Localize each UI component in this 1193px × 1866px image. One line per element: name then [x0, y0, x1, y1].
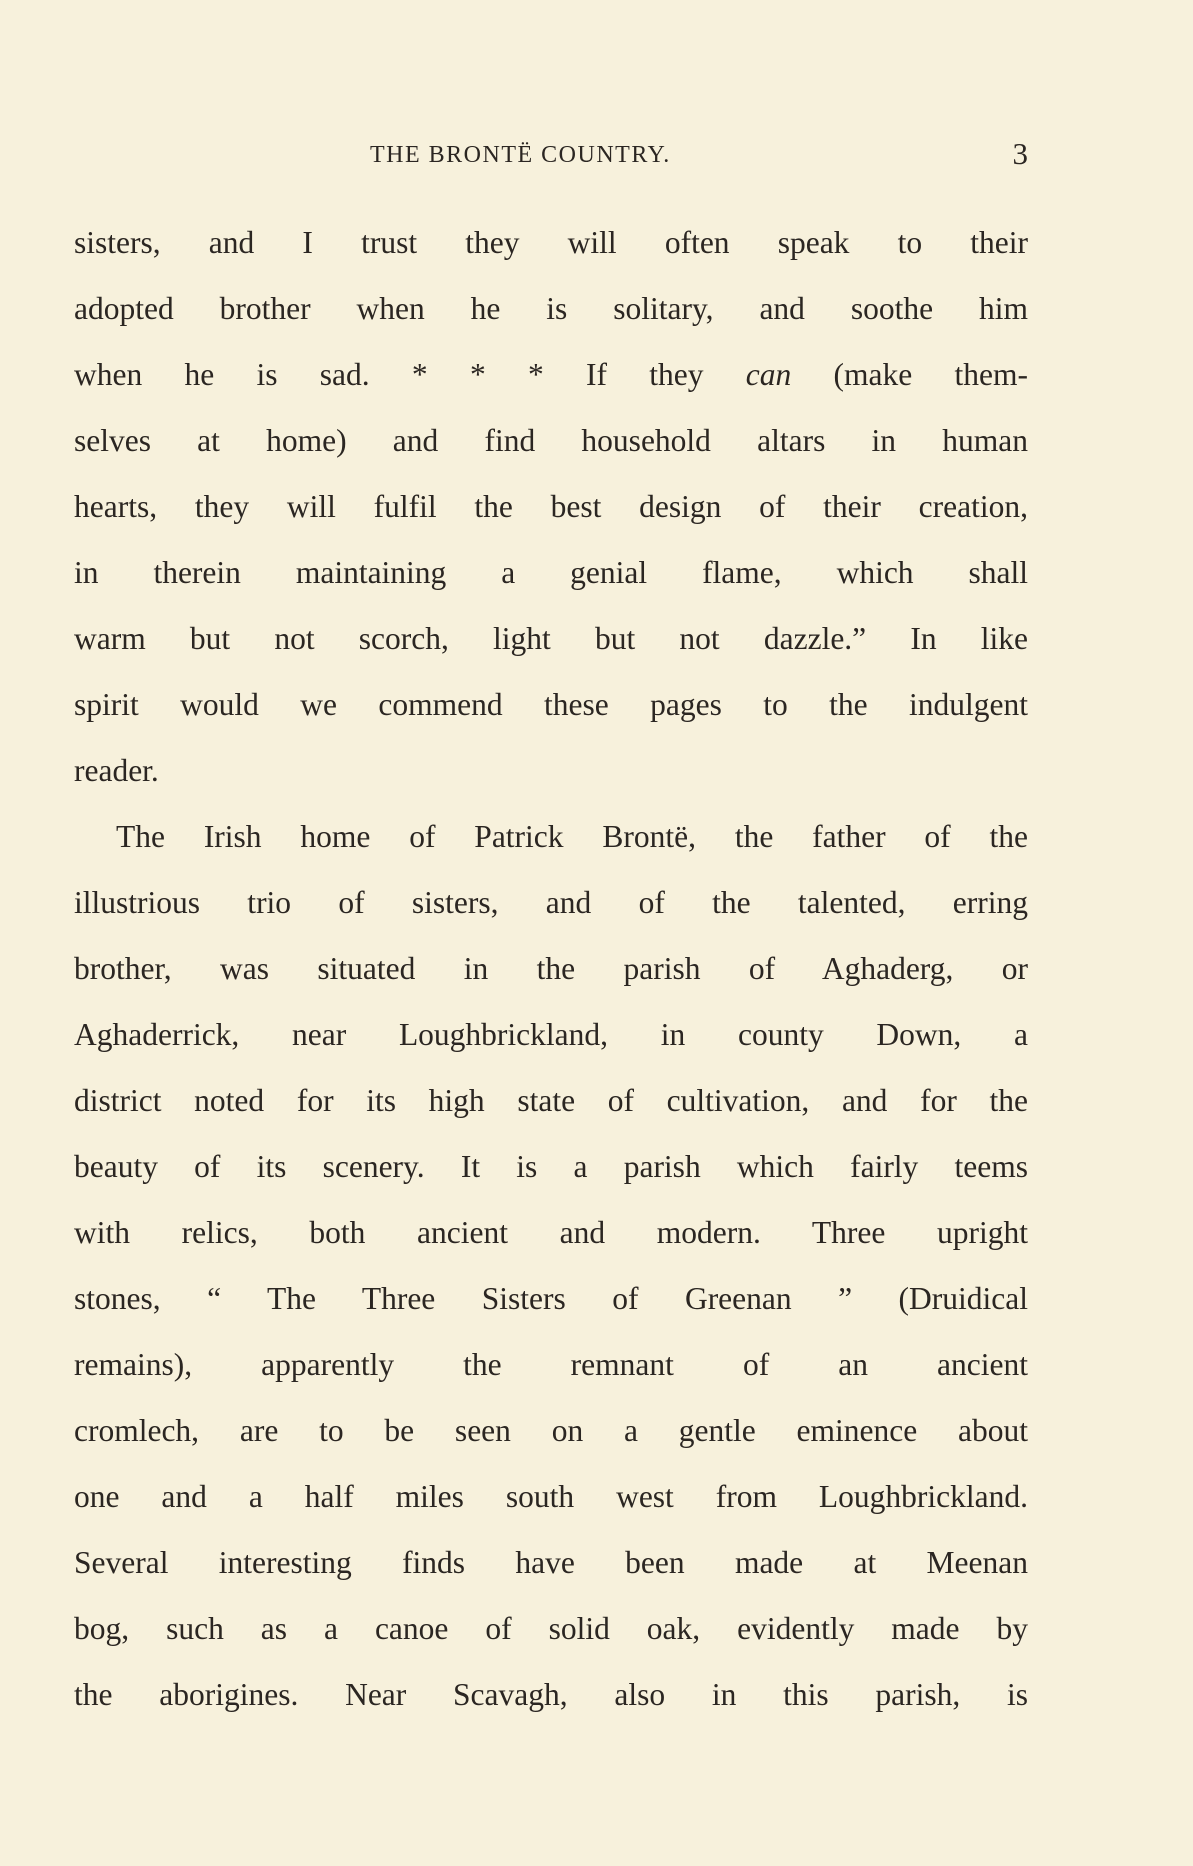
text-line: one and a half miles south west from Loughbrickland. — [74, 1479, 1028, 1514]
text-line: remains), apparently the remnant of an ancient — [74, 1347, 1028, 1382]
emphasized-word: can — [745, 357, 792, 392]
text-line: spirit would we commend these pages to the indulgent — [74, 687, 1028, 722]
paragraph-start-line: The Irish home of Patrick Brontë, the father of the — [116, 819, 1028, 854]
text-line: warm but not scorch, light but not dazzle.” In like — [74, 621, 1028, 656]
text-line: beauty of its scenery. It is a parish which fairly teems — [74, 1149, 1028, 1184]
running-title: THE BRONTË COUNTRY. — [370, 142, 671, 168]
text-line: sisters, and I trust they will often speak to their — [74, 225, 1028, 260]
text-line: with relics, both ancient and modern. Three upright — [74, 1215, 1028, 1250]
text-line: reader. — [74, 753, 159, 788]
text-line: brother, was situated in the parish of Aghaderg, or — [74, 951, 1028, 986]
text-line: adopted brother when he is solitary, and soothe him — [74, 291, 1028, 326]
text-line: Aghaderrick, near Loughbrickland, in county Down, a — [74, 1017, 1028, 1052]
text-line: district noted for its high state of cultivation, and for the — [74, 1083, 1028, 1118]
text-line: when he is sad. * * * If they can (make them- — [74, 357, 1028, 392]
text-line: illustrious trio of sisters, and of the talented, erring — [74, 885, 1028, 920]
text-line: cromlech, are to be seen on a gentle eminence about — [74, 1413, 1028, 1448]
body-text — [74, 210, 1028, 1728]
text-line: the aborigines. Near Scavagh, also in this parish, is — [74, 1677, 1028, 1712]
page-number: 3 — [1012, 136, 1028, 171]
text-line: bog, such as a canoe of solid oak, evidently made by — [74, 1611, 1028, 1646]
text-line: selves at home) and find household altars in human — [74, 423, 1028, 458]
text-line: in therein maintaining a genial flame, which shall — [74, 555, 1028, 590]
text-line: Several interesting finds have been made at Meenan — [74, 1545, 1028, 1580]
text-line: hearts, they will fulfil the best design of their creation, — [74, 489, 1028, 524]
text-line: stones, “ The Three Sisters of Greenan ” (Druidical — [74, 1281, 1028, 1316]
